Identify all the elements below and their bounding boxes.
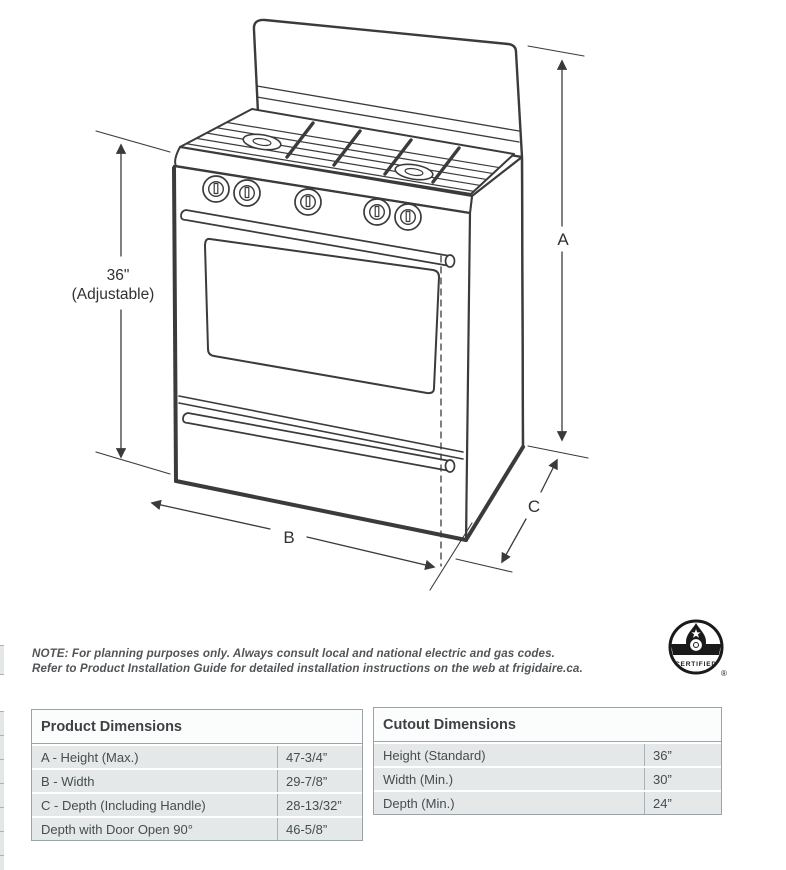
dim-label-adjustable: (Adjustable) [71,286,155,303]
table-row [374,742,721,766]
range-front [174,166,470,540]
planning-note [32,646,632,676]
row-value: 28-13/32” [277,794,362,816]
note-line-2: Refer to Product Installation Guide for detailed installation instructions on the web at frigidaire.ca. [32,662,583,675]
row-value: 47-3/4” [277,746,362,768]
cropped-table-sliver [0,645,4,675]
registered-mark: ® [721,669,727,678]
row-label: Width (Min.) [383,771,454,787]
table-row [374,766,721,790]
table-header [32,710,362,744]
row-value: 36” [644,744,721,766]
certified-label: CERTIFIED [674,661,718,668]
row-value: 24” [644,792,721,814]
dim-label-b: B [283,528,295,547]
table-row [32,816,362,840]
csa-certified-logo [664,614,732,684]
range-side-panel [466,157,523,540]
row-label: Depth with Door Open 90° [41,821,193,837]
row-label: Depth (Min.) [383,795,455,811]
cutout-dimensions-table [373,707,722,815]
table-header [374,708,721,742]
row-value: 46-5/8” [277,818,362,840]
table-title: Product Dimensions [41,718,182,735]
table-row [32,792,362,816]
table-row [374,790,721,814]
product-dimensions-table [31,709,363,841]
dim-label-c: C [527,497,541,516]
cropped-table-sliver [0,711,4,870]
note-line-1: NOTE: For planning purposes only. Always consult local and national electric and gas codes. [32,647,555,660]
row-value: 30” [644,768,721,790]
row-label: A - Height (Max.) [41,749,139,765]
table-row [32,744,362,768]
table-title: Cutout Dimensions [383,716,516,733]
row-value: 29-7/8” [277,770,362,792]
dim-label-36: 36" [106,267,130,284]
table-row [32,768,362,792]
dim-label-a: A [557,230,569,249]
row-label: Height (Standard) [383,747,486,763]
row-label: C - Depth (Including Handle) [41,797,206,813]
row-label: B - Width [41,773,95,789]
